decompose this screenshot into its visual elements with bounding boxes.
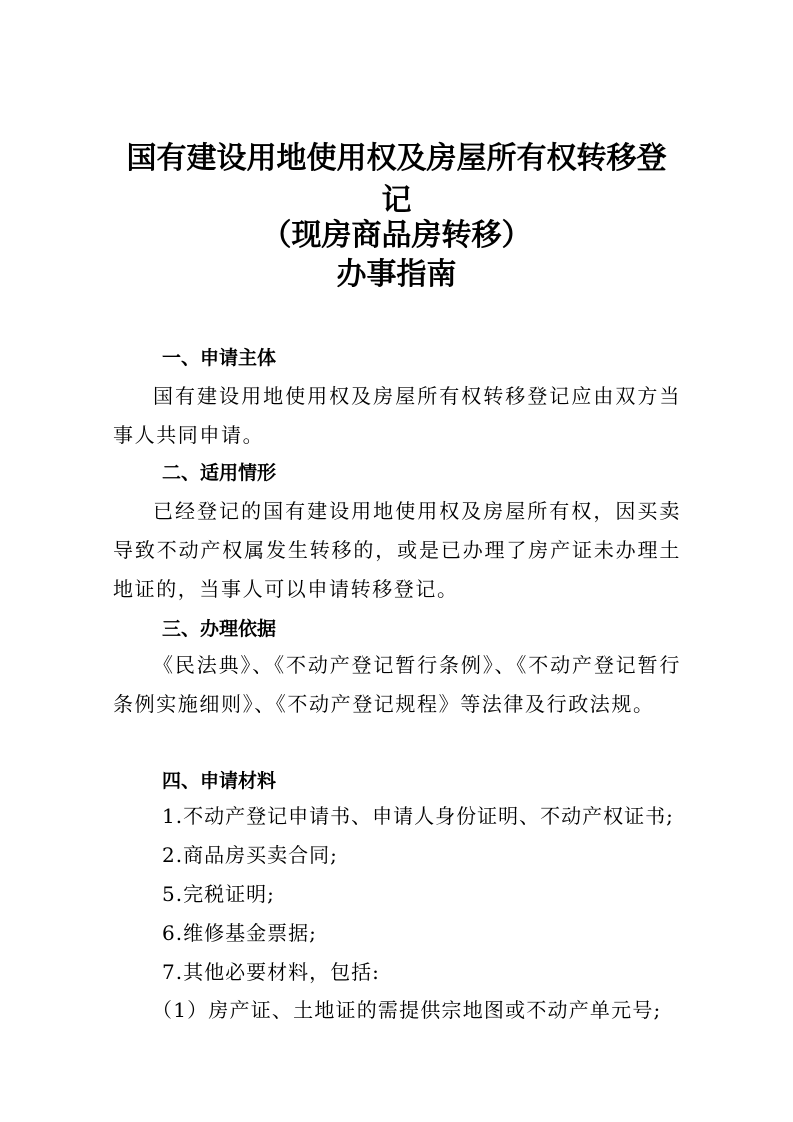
section-body: 国有建设用地使用权及房屋所有权转移登记应由双方当事人共同申请。 — [113, 384, 681, 447]
section-heading: 三、办理依据 — [162, 618, 277, 640]
list-item: 2.商品房买卖合同; — [162, 843, 338, 867]
title-line-2: 记 — [381, 183, 412, 218]
list-item: 7.其他必要材料，包括: — [162, 960, 380, 984]
section-heading: 四、申请材料 — [162, 770, 277, 792]
section-heading: 二、适用情形 — [162, 462, 277, 484]
list-item: 1.不动产登记申请书、申请人身份证明、不动产权证书; — [162, 804, 674, 828]
list-item: 5.完税证明; — [162, 882, 275, 906]
title-line-1: 国有建设用地使用权及房屋所有权转移登 — [126, 141, 667, 176]
list-item: （1）房产证、土地证的需提供宗地图或不动产单元号; — [152, 998, 662, 1022]
list-item: 6.维修基金票据; — [162, 921, 317, 945]
section-body: 已经登记的国有建设用地使用权及房屋所有权，因买卖导致不动产权属发生转移的，或是已办理了房产证未办理土地证的，当事人可以申请转移登记。 — [113, 499, 681, 601]
title-line-4: 办事指南 — [336, 257, 457, 292]
title-line-3: （现房商品房转移） — [261, 218, 532, 253]
section-body: 《民法典》、《不动产登记暂行条例》、《不动产登记暂行条例实施细则》、《不动产登记规程》等法律及行政法规。 — [113, 653, 681, 716]
section-heading: 一、申请主体 — [162, 347, 277, 369]
